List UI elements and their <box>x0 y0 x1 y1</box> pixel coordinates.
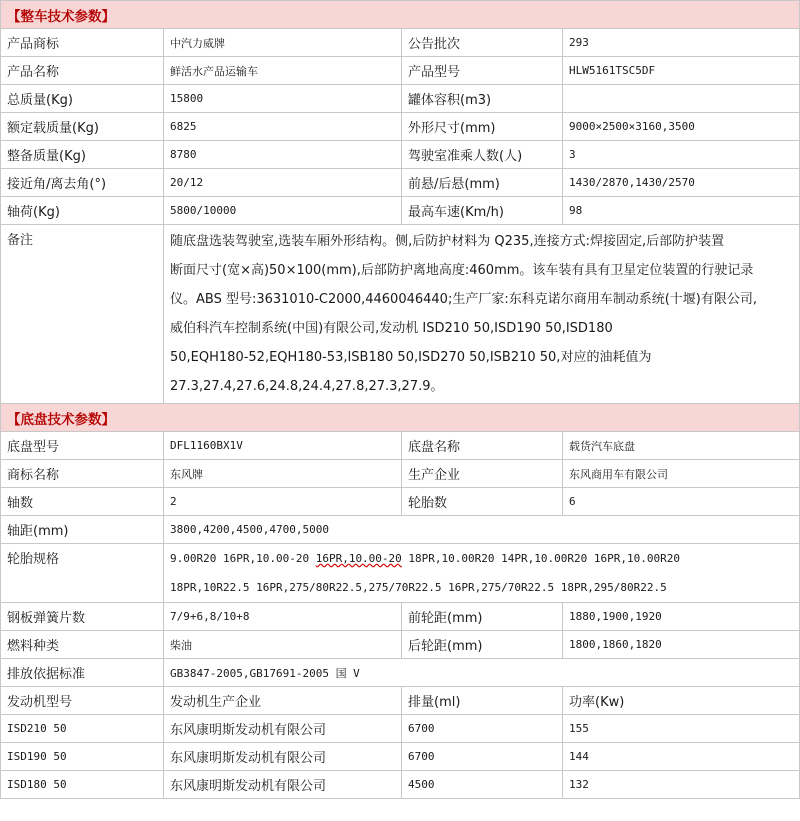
field-value: 8780 <box>164 141 402 169</box>
table-row <box>1 169 800 197</box>
field-label: 4500 <box>402 771 563 799</box>
field-label: 接近角/离去角(°) <box>1 169 164 197</box>
table-row <box>1 743 800 771</box>
field-value: 东风康明斯发动机有限公司 <box>164 715 402 743</box>
field-label: 外形尺寸(mm) <box>402 113 563 141</box>
field-value: 1430/2870,1430/2570 <box>563 169 800 197</box>
remarks-line: 仪。ABS 型号:3631010-C2000,4460046440;生产厂家:东科克诺尔商用车制动系统(十堰)有限公司, <box>170 292 757 307</box>
wheelbase-value: 3800,4200,4500,4700,5000 <box>164 516 800 544</box>
vehicle-section-title: 【整车技术参数】 <box>7 8 115 25</box>
table-row <box>1 603 800 631</box>
field-value: 鲜活水产品运输车 <box>164 57 402 85</box>
chassis-params-2 <box>1 603 800 659</box>
field-label: ISD190 50 <box>1 743 164 771</box>
tires-label: 轮胎规格 <box>1 544 164 603</box>
field-label: ISD210 50 <box>1 715 164 743</box>
field-value: 6825 <box>164 113 402 141</box>
field-value: 293 <box>563 29 800 57</box>
field-value: 144 <box>563 743 800 771</box>
engine-list <box>1 715 800 799</box>
field-label: 额定载质量(Kg) <box>1 113 164 141</box>
table-row <box>1 460 800 488</box>
field-value: 3 <box>563 141 800 169</box>
field-label: 罐体容积(m3) <box>402 85 563 113</box>
field-label: 底盘名称 <box>402 432 563 460</box>
engine-header-cell: 发动机型号 <box>1 687 164 715</box>
field-value: 柴油 <box>164 631 402 659</box>
field-value: HLW5161TSC5DF <box>563 57 800 85</box>
remarks-row <box>1 225 800 404</box>
field-value <box>563 85 800 113</box>
field-label: 产品型号 <box>402 57 563 85</box>
field-value: 载货汽车底盘 <box>563 432 800 460</box>
field-label: 前轮距(mm) <box>402 603 563 631</box>
field-value: DFL1160BX1V <box>164 432 402 460</box>
field-value: 6 <box>563 488 800 516</box>
table-row <box>1 197 800 225</box>
field-label: 最高车速(Km/h) <box>402 197 563 225</box>
table-row <box>1 141 800 169</box>
table-row <box>1 85 800 113</box>
engine-header-cell: 排量(ml) <box>402 687 563 715</box>
remarks-line: 断面尺寸(宽×高)50×100(mm),后部防护离地高度:460mm。该车装有具有卫星定位装置的行驶记录 <box>170 263 754 278</box>
emission-value: GB3847-2005,GB17691-2005 国 V <box>164 659 800 687</box>
field-label: 钢板弹簧片数 <box>1 603 164 631</box>
field-value: 20/12 <box>164 169 402 197</box>
field-value: 155 <box>563 715 800 743</box>
field-label: 前悬/后悬(mm) <box>402 169 563 197</box>
field-value: 5800/10000 <box>164 197 402 225</box>
field-label: 商标名称 <box>1 460 164 488</box>
field-label: 整备质量(Kg) <box>1 141 164 169</box>
table-row <box>1 631 800 659</box>
field-label: 公告批次 <box>402 29 563 57</box>
field-value: 98 <box>563 197 800 225</box>
field-value: 中汽力威牌 <box>164 29 402 57</box>
tires-row <box>1 544 800 603</box>
field-label: 轮胎数 <box>402 488 563 516</box>
tires-line: 9.00R20 16PR,10.00-20 16PR,10.00-20 18PR,10.00R20 14PR,10.00R20 16PR,10.00R20 <box>170 552 680 565</box>
table-row <box>1 771 800 799</box>
field-value: 东风康明斯发动机有限公司 <box>164 743 402 771</box>
remarks-line: 50,EQH180-52,EQH180-53,ISB180 50,ISD270 50,ISB210 50,对应的油耗值为 <box>170 350 652 365</box>
field-value: 132 <box>563 771 800 799</box>
tires-value <box>164 544 800 603</box>
field-label: 生产企业 <box>402 460 563 488</box>
field-label: 轴荷(Kg) <box>1 197 164 225</box>
field-label: 后轮距(mm) <box>402 631 563 659</box>
field-label: 驾驶室准乘人数(人) <box>402 141 563 169</box>
field-label: ISD180 50 <box>1 771 164 799</box>
field-value: 15800 <box>164 85 402 113</box>
engine-header-cell: 功率(Kw) <box>563 687 800 715</box>
field-value: 东风牌 <box>164 460 402 488</box>
remarks-text <box>164 225 800 404</box>
tires-line: 18PR,10R22.5 16PR,275/80R22.5,275/70R22.5 16PR,275/70R22.5 18PR,295/80R22.5 <box>170 581 667 594</box>
field-label: 6700 <box>402 715 563 743</box>
table-row <box>1 488 800 516</box>
vehicle-section-header <box>1 1 800 29</box>
field-label: 总质量(Kg) <box>1 85 164 113</box>
field-value: 2 <box>164 488 402 516</box>
table-row <box>1 432 800 460</box>
field-value: 1880,1900,1920 <box>563 603 800 631</box>
field-label: 轴数 <box>1 488 164 516</box>
remarks-line: 威伯科汽车控制系统(中国)有限公司,发动机 ISD210 50,ISD190 50,ISD180 <box>170 321 613 336</box>
table-row <box>1 113 800 141</box>
chassis-params <box>1 432 800 516</box>
field-value: 东风商用车有限公司 <box>563 460 800 488</box>
field-value: 1800,1860,1820 <box>563 631 800 659</box>
emission-label: 排放依据标准 <box>1 659 164 687</box>
field-value: 7/9+6,8/10+8 <box>164 603 402 631</box>
wheelbase-label: 轴距(mm) <box>1 516 164 544</box>
engine-header-row <box>1 687 800 715</box>
remarks-line: 随底盘选装驾驶室,选装车厢外形结构。侧,后防护材料为 Q235,连接方式:焊接固定,后部防护装置 <box>170 234 725 249</box>
field-label: 底盘型号 <box>1 432 164 460</box>
emission-row <box>1 659 800 687</box>
chassis-section-title: 【底盘技术参数】 <box>7 411 115 428</box>
wheelbase-row <box>1 516 800 544</box>
field-label: 燃料种类 <box>1 631 164 659</box>
engine-header-cell: 发动机生产企业 <box>164 687 402 715</box>
field-label: 6700 <box>402 743 563 771</box>
remarks-label: 备注 <box>1 225 164 404</box>
field-label: 产品商标 <box>1 29 164 57</box>
table-row <box>1 29 800 57</box>
field-value: 9000×2500×3160,3500 <box>563 113 800 141</box>
vehicle-params <box>1 29 800 225</box>
remarks-line: 27.3,27.4,27.6,24.8,24.4,27.8,27.3,27.9。 <box>170 379 444 394</box>
field-label: 产品名称 <box>1 57 164 85</box>
table-row <box>1 57 800 85</box>
field-value: 东风康明斯发动机有限公司 <box>164 771 402 799</box>
table-row <box>1 715 800 743</box>
chassis-section-header <box>1 404 800 432</box>
